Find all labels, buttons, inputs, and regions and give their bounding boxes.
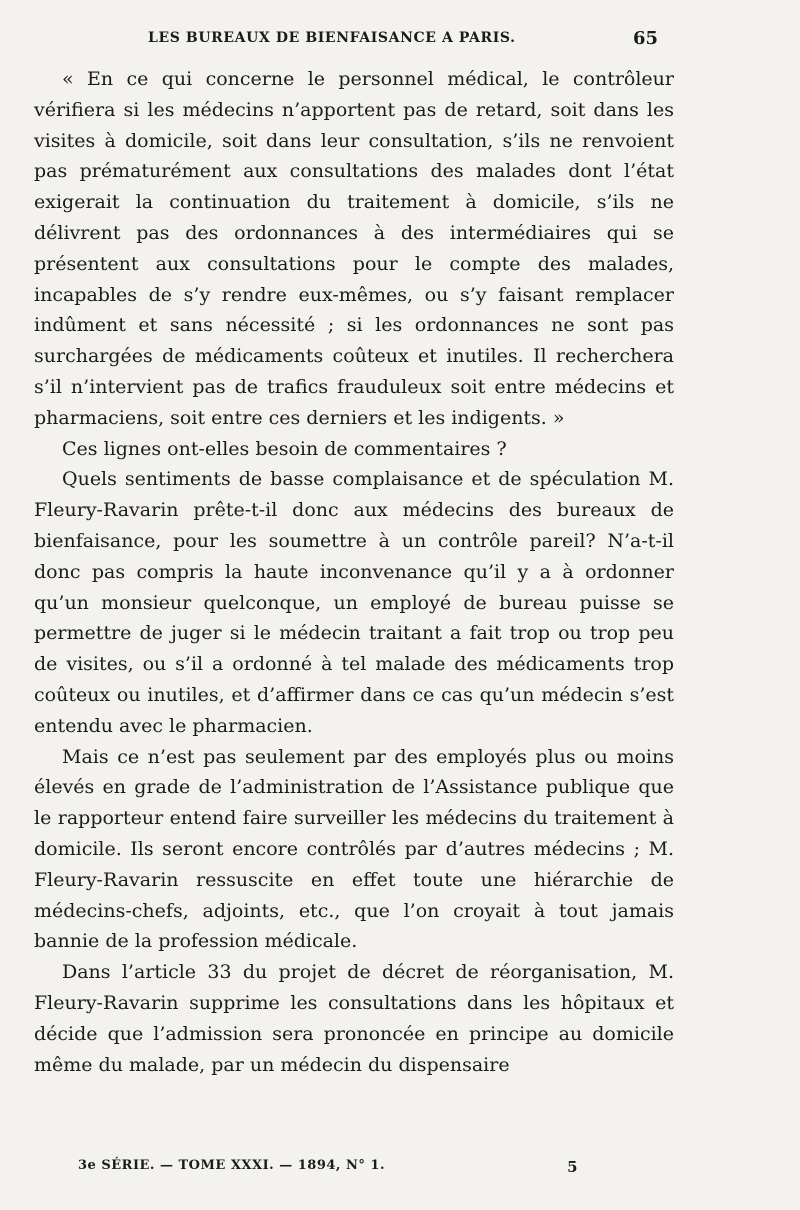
paragraph-sentiments: Quels sentiments de basse complaisance et de spéculation M. Fleury-Ravarin prête-t-il donc aux médecins des bureaux de bienfaisance, pour les soumettre à un contrôle pareil? N’a-t-il donc pas compris la haute inconvenance qu’il y a à ordonner qu’un monsieur quelconque, un employé de bureau puisse se permettre de juger si le médecin traitant a fait trop ou trop peu de visites, ou s’il a ordonné à tel malade des médicaments trop coûteux ou inutiles, et d’affirmer dans ce cas qu’un médecin s’est entendu avec le pharmacien. — [34, 468, 674, 737]
paragraph-article-33: Dans l’article 33 du projet de décret de réorganisation, M. Fleury-Ravarin supprime les consultations dans les hôpitaux et décide que l’admission sera prononcée en principe au domicile même du malade, par un médecin du dispensaire — [34, 961, 674, 1076]
paragraph-hierarchie: Mais ce n’est pas seulement par des employés plus ou moins élevés en grade de l’administration de l’Assistance publique que le rapporteur entend faire surveiller les médecins du traitement à domicile. Ils seront encore contrôlés par d’autres médecins ; M. Fleury-Ravarin ressuscite en effet toute une hiérarchie de médecins-chefs, adjoints, etc., que l’on croyait à tout jamais bannie de la profession médicale. — [34, 745, 674, 953]
page-number: 65 — [632, 28, 658, 49]
running-head — [148, 30, 658, 54]
paragraph-quote-controleur: « En ce qui concerne le personnel médical, le contrôleur vérifiera si les médecins n’apportent pas de retard, soit dans les visites à domicile, soit dans leur consultation, s’ils ne renvoient pas prématurément aux consultations des malades dont l’état exigerait la continuation du traitement à domicile, s’ils ne délivrent pas des ordonnances à des intermédiaires qui se présentent aux consultations pour le compte des malades, incapables de s’y rendre eux-mêmes, ou s’y faisant remplacer indûment et sans nécessité ; si les ordonnances ne sont pas surchargées de médicaments coûteux et inutiles. Il recherchera s’il n’intervient pas de trafics frauduleux soit entre médecins et pharmaciens, soit entre ces derniers et les indigents. » — [34, 68, 674, 429]
signature-mark: 5 — [567, 1158, 578, 1176]
running-title: LES BUREAUX DE BIENFAISANCE A PARIS. — [148, 30, 516, 46]
page-footer — [78, 1158, 578, 1178]
body-text — [34, 64, 674, 1080]
series-line: 3e SÉRIE. — TOME XXXI. — 1894, N° 1. — [78, 1158, 385, 1173]
paragraph-question: Ces lignes ont-elles besoin de commentaires ? — [62, 437, 507, 460]
